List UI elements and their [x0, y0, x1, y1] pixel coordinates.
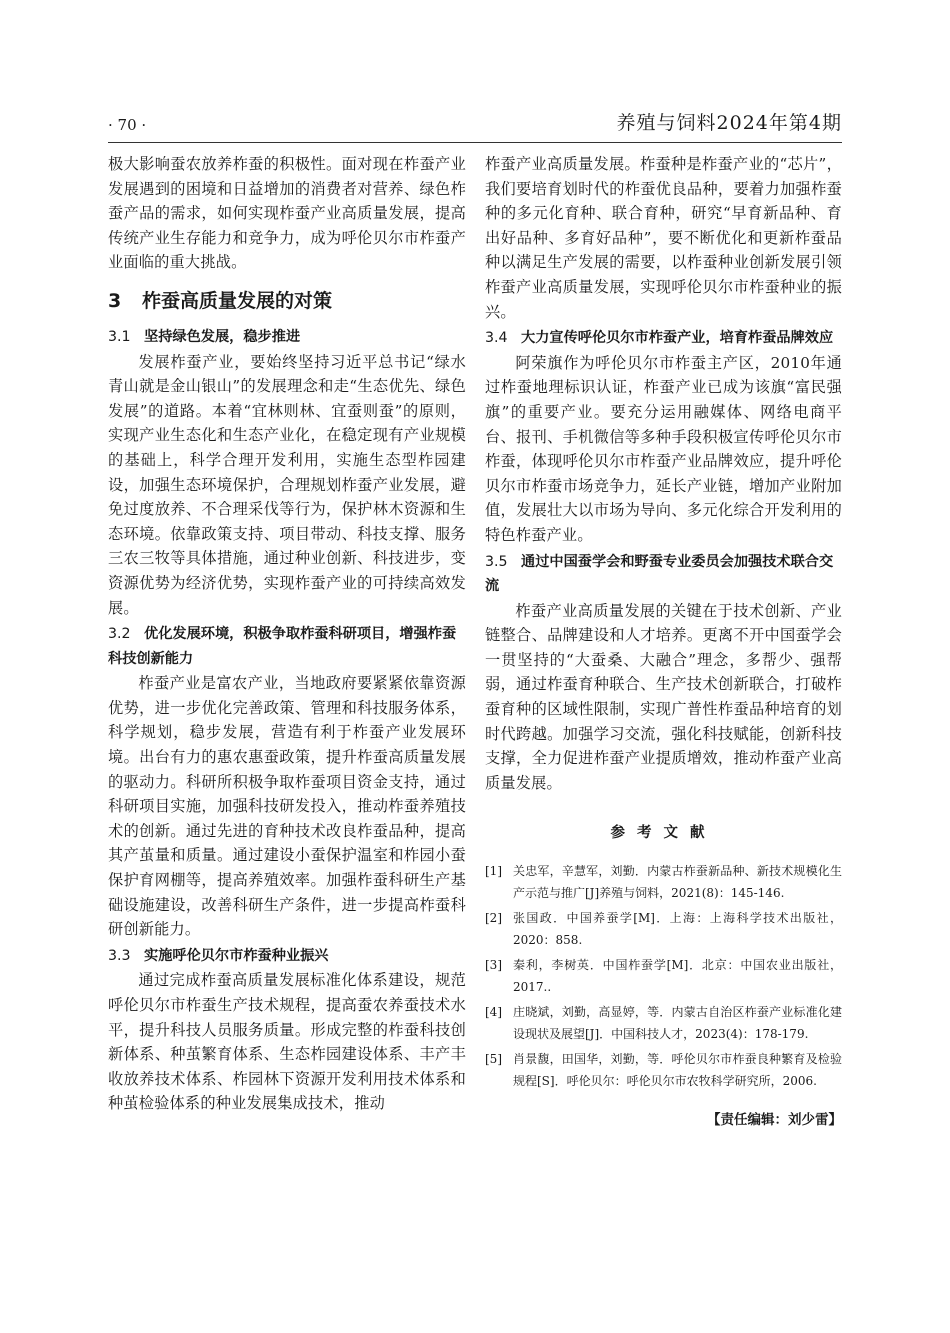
reference-text: 肖景馥，田国华，刘勤，等．呼伦贝尔市柞蚕良种繁育及检验规程[S]．呼伦贝尔：呼伦贝尔市农牧科学研究所，2006.: [513, 1052, 842, 1089]
section-3-5-title: 通过中国蚕学会和野蚕专业委员会加强技术联合交流: [485, 553, 834, 595]
references-list: [485, 860, 842, 1092]
section-3-5-heading: [485, 550, 842, 599]
section-3-title: 柞蚕高质量发展的对策: [142, 289, 333, 312]
section-3-5-number: 3.5: [485, 553, 508, 570]
section-3-2-heading: [108, 622, 466, 671]
section-3-1-title: 坚持绿色发展，稳步推进: [144, 328, 301, 345]
responsible-editor: 【责任编辑：刘少雷】: [707, 1112, 842, 1129]
section-3-heading: [108, 288, 466, 314]
section-3-4-paragraph: 阿荣旗作为呼伦贝尔市柞蚕主产区，2010年通过柞蚕地理标识认证，柞蚕产业已成为该旗“富民强旗”的重要产业。要充分运用融媒体、网络电商平台、报刊、手机微信等多种手段积极宣传呼伦贝尔市柞蚕，体现呼伦贝尔市柞蚕产业品牌效应，提升呼伦贝尔市柞蚕市场竞争力，延长产业链，增加产业附加值，发展壮大以市场为导向、多元化综合开发利用的特色柞蚕产业。: [485, 353, 842, 544]
page-header: [108, 106, 842, 143]
section-3-4-title: 大力宣传呼伦贝尔市柞蚕产业，培育柞蚕品牌效应: [521, 330, 834, 347]
reference-number: [3]: [485, 958, 502, 973]
section-3-3-heading: [108, 944, 466, 969]
left-column: [108, 152, 466, 1116]
section-3-3-title: 实施呼伦贝尔市柞蚕种业振兴: [144, 947, 329, 964]
intro-paragraph: 极大影响蚕农放养柞蚕的积极性。面对现在柞蚕产业发展遇到的困境和日益增加的消费者对营养、绿色柞蚕产品的需求，如何实现柞蚕产业高质量发展，提高传统产业生存能力和竞争力，成为呼伦贝尔市柞蚕产业面临的重大挑战。: [108, 155, 466, 272]
reference-item: [485, 1001, 842, 1045]
reference-text: 庄晓斌，刘勤，高显婷，等．内蒙古自治区柞蚕产业标准化建设现状及展望[J]．中国科技人才，2023(4)：178-179.: [513, 1005, 842, 1042]
section-3-3-paragraph: 通过完成柞蚕高质量发展标准化体系建设，规范呼伦贝尔市柞蚕生产技术规程，提高蚕农养蚕技术水平，提升科技人员服务质量。形成完整的柞蚕科技创新体系、种茧繁育体系、生态柞园建设体系、丰产丰收放养技术体系、柞园林下资源开发利用技术体系和种茧检验体系的种业发展集成技术，推动: [108, 971, 466, 1113]
reference-item: [485, 954, 842, 998]
section-3-1-paragraph: 发展柞蚕产业，要始终坚持习近平总书记“绿水青山就是金山银山”的发展理念和走“生态优先、绿色发展”的道路。本着“宜林则林、宜蚕则蚕”的原则，实现产业生态化和生态产业化，在稳定现有产业规模的基础上，科学合理开发利用，实施生态型柞园建设，加强生态环境保护，合理规划柞蚕产业发展，避免过度放养、不合理采伐等行为，保护林木资源和生态环境。依靠政策支持、项目带动、科技支撑、服务三农三牧等具体措施，通过种业创新、科技进步，变资源优势为经济优势，实现柞蚕产业的可持续高效发展。: [108, 352, 466, 617]
section-3-4-number: 3.4: [485, 330, 508, 347]
reference-text: 张国政．中国养蚕学[M]．上海：上海科学技术出版社，2020：858.: [513, 911, 842, 948]
continued-paragraph: 柞蚕产业高质量发展。柞蚕种是柞蚕产业的“芯片”，我们要培育划时代的柞蚕优良品种，要着力加强柞蚕种的多元化育种、联合育种，研究“早育新品种、育出好品种、多育好品种”，要不断优化和更新柞蚕品种以满足生产发展的需要，以柞蚕种业创新发展引领柞蚕产业高质量发展，实现呼伦贝尔市柞蚕种业的振兴。: [485, 155, 842, 321]
section-3-2-paragraph: 柞蚕产业是富农产业，当地政府要紧紧依靠资源优势，进一步优化完善政策、管理和科技服务体系，科学规划，稳步发展，营造有利于柞蚕产业发展环境。出台有力的惠农惠蚕政策，提升柞蚕高质量发展的驱动力。科研所积极争取柞蚕项目资金支持，通过科研项目实施，加强科技研发投入，推动柞蚕养殖技术的创新。通过先进的育种技术改良柞蚕品种，提高其产茧量和质量。通过建设小蚕保护温室和柞园小蚕保护育网棚等，提高养殖效率。加强柞蚕科研生产基础设施建设，改善科研生产条件，进一步提高柞蚕科研创新能力。: [108, 674, 466, 939]
section-3-5-paragraph: 柞蚕产业高质量发展的关键在于技术创新、产业链整合、品牌建设和人才培养。更离不开中国蚕学会一贯坚持的“大蚕桑、大融合”理念，多帮少、强帮弱，通过柞蚕育种联合、生产技术创新联合，打破柞蚕育种的区域性限制，实现广普性柞蚕品种培育的划时代跨越。加强学习交流，强化科技赋能，创新科技支撑，全力促进柞蚕产业提质增效，推动柞蚕产业高质量发展。: [485, 601, 842, 792]
section-3-number: 3: [108, 289, 122, 312]
reference-number: [5]: [485, 1052, 502, 1067]
section-3-4-heading: [485, 326, 842, 351]
section-3-3-number: 3.3: [108, 947, 131, 964]
section-3-1-heading: [108, 325, 466, 350]
section-3-2-number: 3.2: [108, 626, 131, 643]
references-title: 参考文献: [610, 825, 717, 842]
right-column: [485, 152, 842, 1128]
reference-item: [485, 860, 842, 904]
section-3-2-title: 优化发展环境，积极争取柞蚕科研项目，增强柞蚕科技创新能力: [108, 626, 457, 667]
reference-item: [485, 1048, 842, 1092]
section-3-1-number: 3.1: [108, 328, 131, 345]
reference-item: [485, 907, 842, 951]
reference-number: [1]: [485, 864, 502, 879]
reference-number: [4]: [485, 1005, 502, 1020]
reference-text: 关忠军，辛慧军，刘勤．内蒙古柞蚕新品种、新技术规模化生产示范与推广[J]养殖与饲料，2021(8)：145-146.: [513, 864, 842, 901]
reference-number: [2]: [485, 911, 502, 926]
page-number: · 70 ·: [108, 116, 147, 134]
reference-text: 秦利，李树英．中国柞蚕学[M]．北京：中国农业出版社，2017..: [513, 958, 842, 995]
journal-title: 养殖与饲料2024年第4期: [616, 112, 842, 134]
